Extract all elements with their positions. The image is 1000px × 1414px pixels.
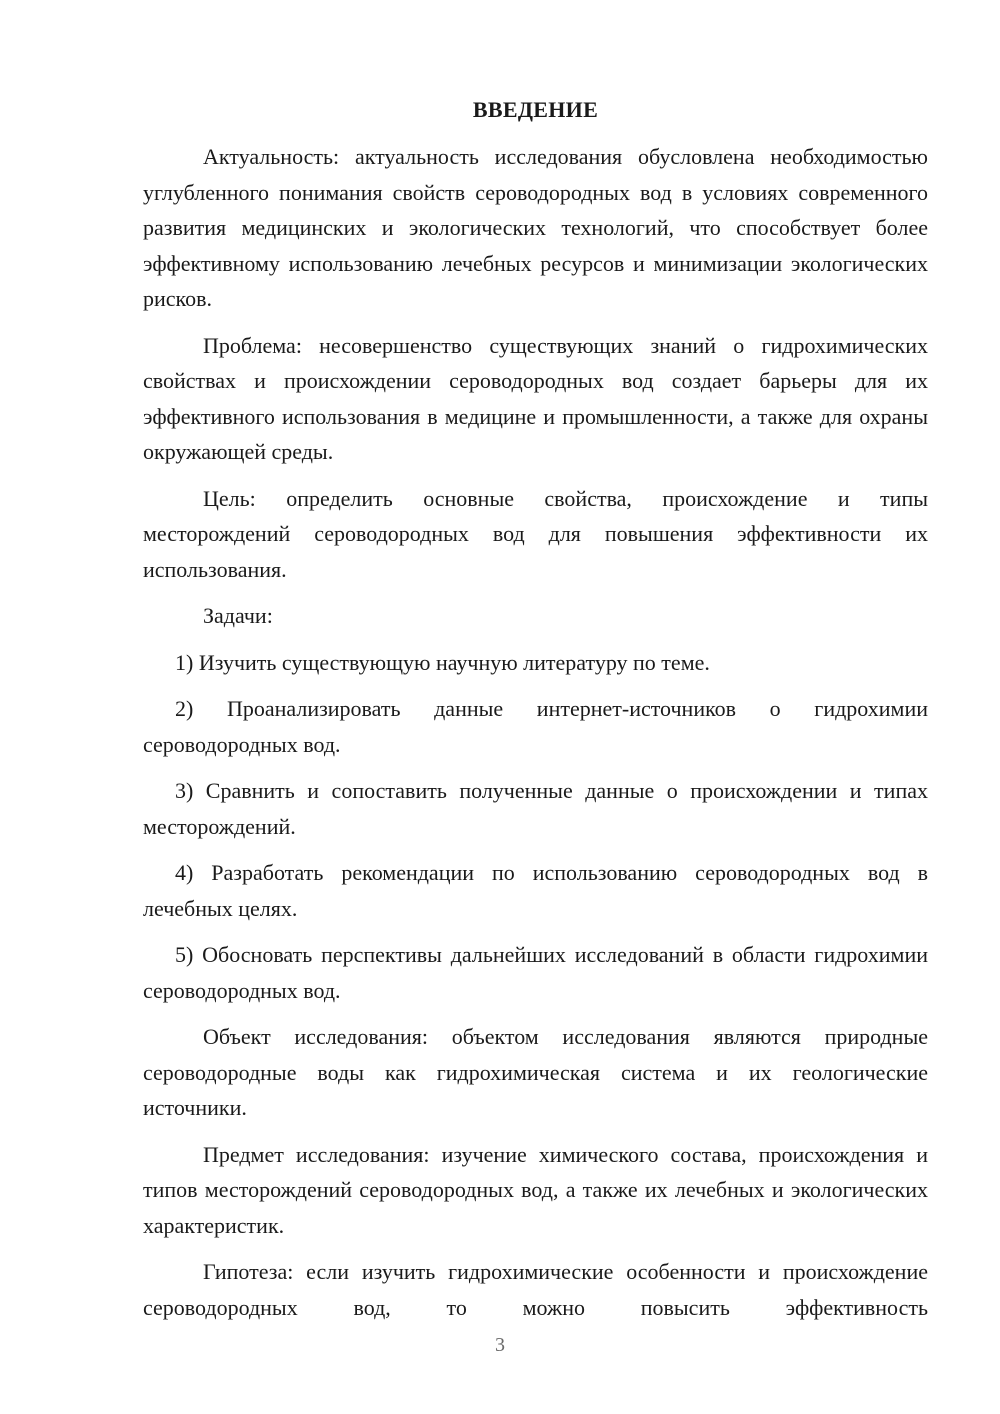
paragraph-hypothesis: Гипотеза: если изучить гидрохимические особенности и происхождение сероводородных вод, то можно повысить эффективность: [143, 1259, 928, 1320]
paragraph-object: Объект исследования: объектом исследования являются природные сероводородные воды как гидрохимическая система и их геологические источники.: [143, 1024, 928, 1120]
paragraph-tasks-label: Задачи:: [203, 603, 273, 628]
document-page: [143, 93, 928, 1336]
task-item-5: 5) Обосновать перспективы дальнейших исследований в области гидрохимии сероводородных вод.: [143, 942, 928, 1003]
paragraph-subject: Предмет исследования: изучение химического состава, происхождения и типов месторождений сероводородных вод, а также их лечебных и экологических характеристик.: [143, 1141, 928, 1238]
section-heading: ВВЕДЕНИЕ: [472, 97, 599, 122]
paragraph-problem: Проблема: несовершенство существующих знаний о гидрохимических свойствах и происхождении сероводородных вод создает барьеры для их эффективного использования в медицине и промышленности, а также для охраны окружающей среды.: [143, 332, 928, 464]
paragraph-goal: Цель: определить основные свойства, происхождение и типы месторождений сероводородных вод для повышения эффективности их использования.: [143, 485, 928, 582]
task-item-4: 4) Разработать рекомендации по использованию сероводородных вод в лечебных целях.: [143, 860, 928, 921]
paragraph-relevance: Актуальность: актуальность исследования обусловлена необходимостью углубленного понимания свойств сероводородных вод в условиях современного развития медицинских и экологических технологий, что способствует более эффективному использованию лечебных ресурсов и минимизации экологических рисков.: [143, 144, 928, 311]
task-item-3: 3) Сравнить и сопоставить полученные данные о происхождении и типах месторождений.: [143, 778, 928, 839]
task-item-2: 2) Проанализировать данные интернет-источников о гидрохимии сероводородных вод.: [143, 696, 928, 757]
page-number: 3: [495, 1334, 505, 1356]
task-item-1: 1) Изучить существующую научную литературу по теме.: [175, 649, 710, 675]
